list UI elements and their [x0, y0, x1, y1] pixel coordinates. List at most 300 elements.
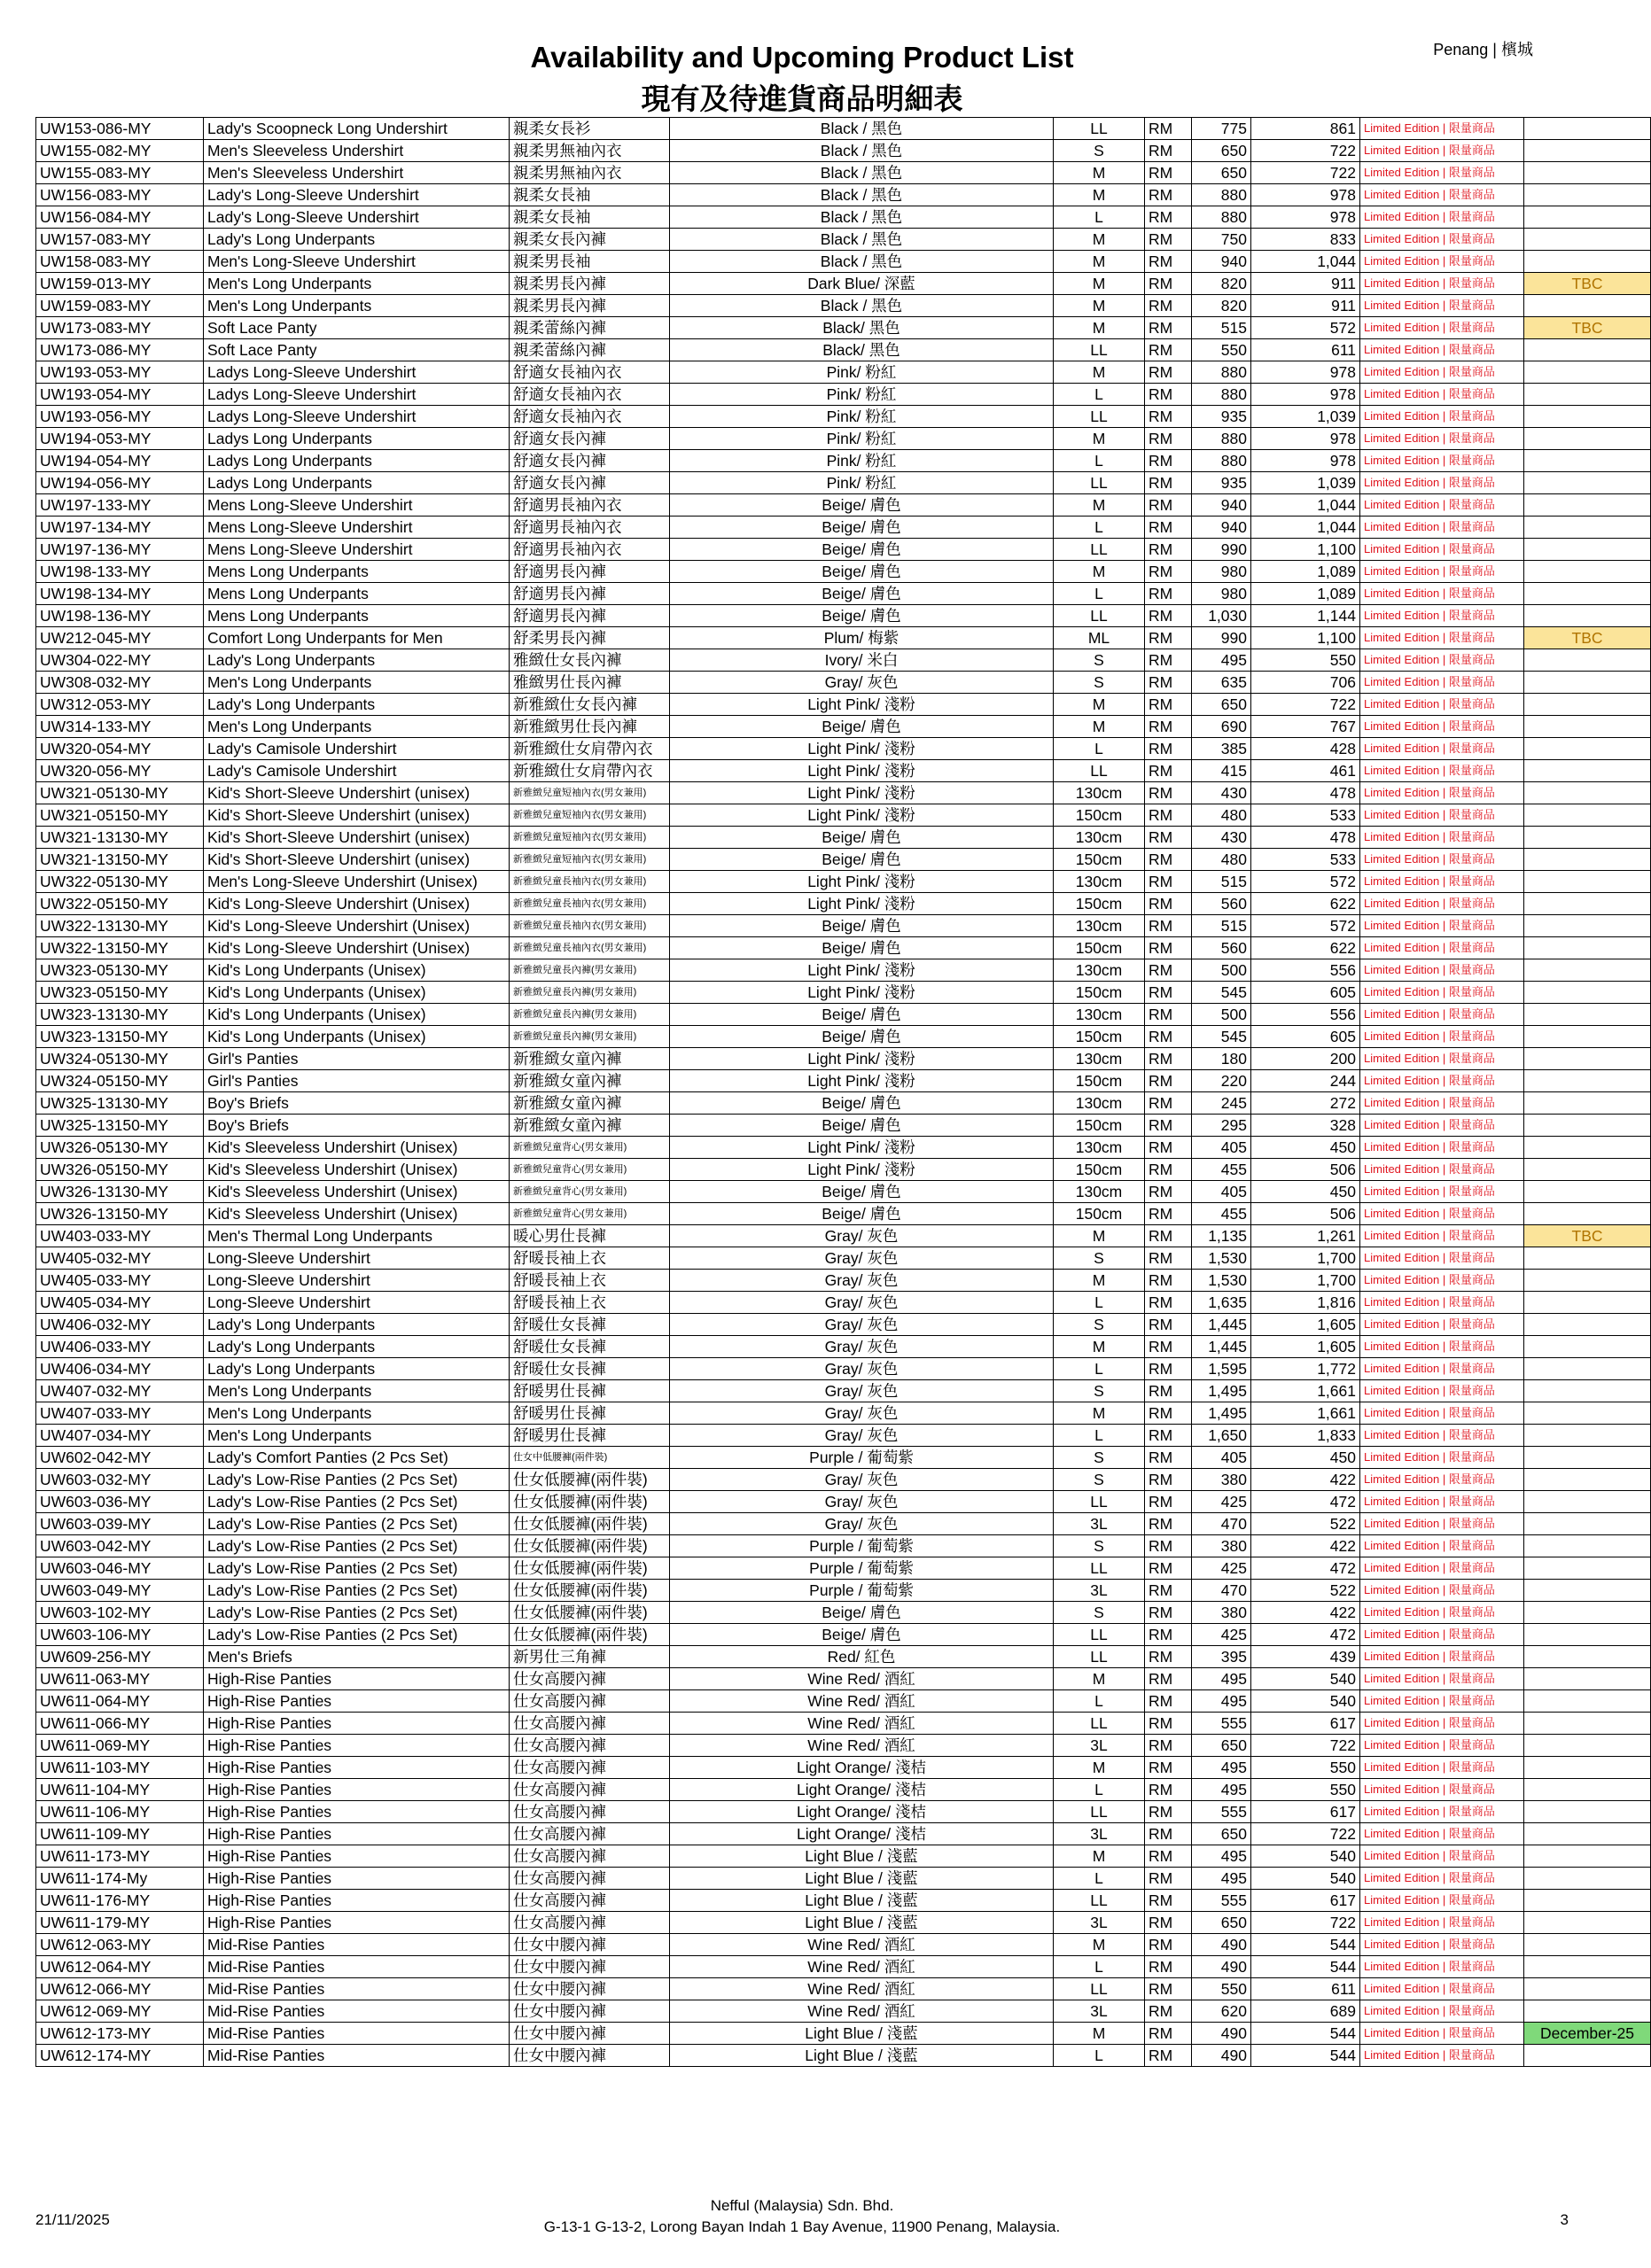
- product-code: UW611-176-MY: [36, 1890, 204, 1912]
- status-badge: Limited Edition | 限量商品: [1360, 1912, 1524, 1934]
- currency-cell: RM: [1145, 1757, 1192, 1779]
- product-color: Wine Red/ 酒紅: [670, 1978, 1054, 2000]
- availability-note: December-25: [1524, 2023, 1651, 2045]
- status-badge: Limited Edition | 限量商品: [1360, 1447, 1524, 1469]
- availability-note: [1524, 893, 1651, 915]
- product-name-zh: 舒暖男仕長褲: [510, 1425, 670, 1447]
- status-badge: Limited Edition | 限量商品: [1360, 517, 1524, 539]
- availability-note: [1524, 206, 1651, 229]
- price-member: 820: [1192, 273, 1251, 295]
- status-badge: Limited Edition | 限量商品: [1360, 1535, 1524, 1557]
- product-color: Light Pink/ 淺粉: [670, 982, 1054, 1004]
- page-title-en: Availability and Upcoming Product List: [530, 41, 1074, 74]
- product-name-zh: 舒適男長袖內衣: [510, 494, 670, 517]
- table-row: [36, 760, 1651, 782]
- product-code: UW321-13130-MY: [36, 827, 204, 849]
- product-name-en: Kid's Long-Sleeve Undershirt (Unisex): [204, 893, 510, 915]
- product-name-zh: 新雅緻兒童長袖內衣(男女兼用): [510, 871, 670, 893]
- currency-cell: RM: [1145, 827, 1192, 849]
- product-name-zh: 親柔女長袖: [510, 206, 670, 229]
- price-retail: 422: [1251, 1469, 1360, 1491]
- product-name-en: Ladys Long Underpants: [204, 472, 510, 494]
- product-color: Wine Red/ 酒紅: [670, 1735, 1054, 1757]
- status-badge: Limited Edition | 限量商品: [1360, 2023, 1524, 2045]
- product-size: LL: [1054, 118, 1145, 140]
- price-retail: 522: [1251, 1580, 1360, 1602]
- price-member: 620: [1192, 2000, 1251, 2023]
- product-code: UW194-054-MY: [36, 450, 204, 472]
- product-name-zh: 親柔蕾絲內褲: [510, 339, 670, 361]
- product-name-zh: 新雅緻兒童短袖內衣(男女兼用): [510, 849, 670, 871]
- price-member: 470: [1192, 1580, 1251, 1602]
- status-badge: Limited Edition | 限量商品: [1360, 1823, 1524, 1845]
- currency-cell: RM: [1145, 893, 1192, 915]
- table-row: [36, 1978, 1651, 2000]
- price-member: 495: [1192, 1845, 1251, 1868]
- product-code: UW611-066-MY: [36, 1713, 204, 1735]
- availability-note: [1524, 517, 1651, 539]
- currency-cell: RM: [1145, 2045, 1192, 2067]
- status-badge: Limited Edition | 限量商品: [1360, 1690, 1524, 1713]
- product-size: M: [1054, 361, 1145, 384]
- price-member: 1,030: [1192, 605, 1251, 627]
- product-size: L: [1054, 583, 1145, 605]
- product-name-en: Kid's Long-Sleeve Undershirt (Unisex): [204, 937, 510, 959]
- status-badge: Limited Edition | 限量商品: [1360, 2000, 1524, 2023]
- status-badge: Limited Edition | 限量商品: [1360, 317, 1524, 339]
- product-size: LL: [1054, 472, 1145, 494]
- availability-note: [1524, 1624, 1651, 1646]
- availability-note: [1524, 450, 1651, 472]
- product-name-zh: 仕女高腰內褲: [510, 1757, 670, 1779]
- status-badge: Limited Edition | 限量商品: [1360, 1934, 1524, 1956]
- price-retail: 572: [1251, 871, 1360, 893]
- product-name-en: Girl's Panties: [204, 1048, 510, 1070]
- availability-note: [1524, 1469, 1651, 1491]
- price-member: 560: [1192, 893, 1251, 915]
- currency-cell: RM: [1145, 2000, 1192, 2023]
- table-row: [36, 1801, 1651, 1823]
- price-member: 980: [1192, 583, 1251, 605]
- product-color: Beige/ 膚色: [670, 1004, 1054, 1026]
- product-color: Black / 黑色: [670, 140, 1054, 162]
- table-row: [36, 561, 1651, 583]
- product-name-en: Kid's Long-Sleeve Undershirt (Unisex): [204, 915, 510, 937]
- status-badge: Limited Edition | 限量商品: [1360, 1181, 1524, 1203]
- table-row: [36, 716, 1651, 738]
- price-retail: 722: [1251, 140, 1360, 162]
- currency-cell: RM: [1145, 716, 1192, 738]
- status-badge: Limited Edition | 限量商品: [1360, 295, 1524, 317]
- price-member: 550: [1192, 1978, 1251, 2000]
- product-size: LL: [1054, 1557, 1145, 1580]
- status-badge: Limited Edition | 限量商品: [1360, 539, 1524, 561]
- product-name-en: Ladys Long-Sleeve Undershirt: [204, 361, 510, 384]
- currency-cell: RM: [1145, 1602, 1192, 1624]
- price-member: 515: [1192, 915, 1251, 937]
- product-name-zh: 親柔男無袖內衣: [510, 162, 670, 184]
- price-member: 495: [1192, 1668, 1251, 1690]
- product-name-zh: 親柔男長內褲: [510, 295, 670, 317]
- price-member: 690: [1192, 716, 1251, 738]
- currency-cell: RM: [1145, 1646, 1192, 1668]
- currency-cell: RM: [1145, 295, 1192, 317]
- product-name-zh: 仕女中腰內褲: [510, 1934, 670, 1956]
- table-row: [36, 1602, 1651, 1624]
- currency-cell: RM: [1145, 1247, 1192, 1270]
- product-code: UW611-104-MY: [36, 1779, 204, 1801]
- availability-note: [1524, 1557, 1651, 1580]
- product-size: M: [1054, 494, 1145, 517]
- availability-note: [1524, 428, 1651, 450]
- product-name-en: Long-Sleeve Undershirt: [204, 1247, 510, 1270]
- currency-cell: RM: [1145, 472, 1192, 494]
- product-name-en: Kid's Long Underpants (Unisex): [204, 982, 510, 1004]
- product-code: UW611-106-MY: [36, 1801, 204, 1823]
- price-member: 245: [1192, 1092, 1251, 1115]
- availability-note: [1524, 1757, 1651, 1779]
- product-color: Light Orange/ 淺桔: [670, 1757, 1054, 1779]
- status-badge: Limited Edition | 限量商品: [1360, 782, 1524, 804]
- status-badge: Limited Edition | 限量商品: [1360, 849, 1524, 871]
- product-name-zh: 仕女高腰內褲: [510, 1868, 670, 1890]
- price-retail: 1,833: [1251, 1425, 1360, 1447]
- table-row: [36, 251, 1651, 273]
- price-member: 380: [1192, 1469, 1251, 1491]
- product-size: 3L: [1054, 2000, 1145, 2023]
- product-size: M: [1054, 561, 1145, 583]
- product-name-zh: 新雅緻兒童短袖內衣(男女兼用): [510, 827, 670, 849]
- price-retail: 617: [1251, 1801, 1360, 1823]
- product-code: UW158-083-MY: [36, 251, 204, 273]
- currency-cell: RM: [1145, 361, 1192, 384]
- price-member: 650: [1192, 694, 1251, 716]
- product-size: S: [1054, 1247, 1145, 1270]
- product-code: UW156-083-MY: [36, 184, 204, 206]
- currency-cell: RM: [1145, 1469, 1192, 1491]
- table-row: [36, 1912, 1651, 1934]
- currency-cell: RM: [1145, 140, 1192, 162]
- table-row: [36, 1092, 1651, 1115]
- availability-note: [1524, 1092, 1651, 1115]
- table-row: [36, 1956, 1651, 1978]
- product-size: L: [1054, 384, 1145, 406]
- product-name-zh: 仕女低腰褲(兩件裝): [510, 1491, 670, 1513]
- product-name-zh: 親柔蕾絲內褲: [510, 317, 670, 339]
- availability-note: [1524, 1646, 1651, 1668]
- table-row: [36, 672, 1651, 694]
- table-row: [36, 273, 1651, 295]
- availability-note: [1524, 162, 1651, 184]
- availability-note: [1524, 915, 1651, 937]
- product-name-zh: 舒柔男長內褲: [510, 627, 670, 649]
- price-retail: 533: [1251, 804, 1360, 827]
- product-code: UW323-05150-MY: [36, 982, 204, 1004]
- product-size: M: [1054, 716, 1145, 738]
- product-size: 130cm: [1054, 1004, 1145, 1026]
- availability-note: [1524, 760, 1651, 782]
- product-color: Black / 黑色: [670, 118, 1054, 140]
- table-row: [36, 827, 1651, 849]
- currency-cell: RM: [1145, 1092, 1192, 1115]
- product-color: Pink/ 粉紅: [670, 428, 1054, 450]
- table-row: [36, 1004, 1651, 1026]
- product-code: UW609-256-MY: [36, 1646, 204, 1668]
- table-row: [36, 1757, 1651, 1779]
- product-size: 130cm: [1054, 782, 1145, 804]
- product-color: Light Orange/ 淺桔: [670, 1823, 1054, 1845]
- currency-cell: RM: [1145, 583, 1192, 605]
- availability-note: [1524, 1513, 1651, 1535]
- currency-cell: RM: [1145, 694, 1192, 716]
- product-color: Light Orange/ 淺桔: [670, 1779, 1054, 1801]
- price-member: 380: [1192, 1602, 1251, 1624]
- table-row: [36, 1491, 1651, 1513]
- status-badge: Limited Edition | 限量商品: [1360, 1203, 1524, 1225]
- product-name-zh: 舒適女長內褲: [510, 450, 670, 472]
- product-name-zh: 仕女低腰褲(兩件裝): [510, 1469, 670, 1491]
- product-name-en: Mens Long Underpants: [204, 605, 510, 627]
- product-color: Beige/ 膚色: [670, 1624, 1054, 1646]
- currency-cell: RM: [1145, 1624, 1192, 1646]
- price-retail: 1,661: [1251, 1380, 1360, 1402]
- product-code: UW611-069-MY: [36, 1735, 204, 1757]
- product-code: UW611-103-MY: [36, 1757, 204, 1779]
- availability-note: TBC: [1524, 1225, 1651, 1247]
- price-retail: 1,144: [1251, 605, 1360, 627]
- product-name-zh: 舒暖仕女長褲: [510, 1336, 670, 1358]
- product-color: Light Blue / 淺藍: [670, 2023, 1054, 2045]
- availability-note: [1524, 1402, 1651, 1425]
- product-color: Beige/ 膚色: [670, 1026, 1054, 1048]
- product-name-en: Lady's Low-Rise Panties (2 Pcs Set): [204, 1602, 510, 1624]
- status-badge: Limited Edition | 限量商品: [1360, 1557, 1524, 1580]
- table-row: [36, 1646, 1651, 1668]
- product-name-en: High-Rise Panties: [204, 1890, 510, 1912]
- product-color: Light Pink/ 淺粉: [670, 871, 1054, 893]
- product-size: L: [1054, 1868, 1145, 1890]
- price-member: 515: [1192, 317, 1251, 339]
- availability-note: [1524, 672, 1651, 694]
- product-name-en: Mens Long Underpants: [204, 583, 510, 605]
- product-code: UW212-045-MY: [36, 627, 204, 649]
- price-member: 880: [1192, 184, 1251, 206]
- product-name-en: High-Rise Panties: [204, 1779, 510, 1801]
- product-color: Light Pink/ 淺粉: [670, 782, 1054, 804]
- product-name-zh: 仕女高腰內褲: [510, 1890, 670, 1912]
- price-retail: 1,816: [1251, 1292, 1360, 1314]
- product-name-en: Lady's Long-Sleeve Undershirt: [204, 206, 510, 229]
- availability-note: [1524, 1535, 1651, 1557]
- availability-note: [1524, 561, 1651, 583]
- product-size: S: [1054, 1535, 1145, 1557]
- currency-cell: RM: [1145, 1823, 1192, 1845]
- product-code: UW603-039-MY: [36, 1513, 204, 1535]
- product-color: Wine Red/ 酒紅: [670, 1690, 1054, 1713]
- product-code: UW405-032-MY: [36, 1247, 204, 1270]
- price-member: 545: [1192, 1026, 1251, 1048]
- currency-cell: RM: [1145, 959, 1192, 982]
- product-name-en: Lady's Long-Sleeve Undershirt: [204, 184, 510, 206]
- currency-cell: RM: [1145, 1447, 1192, 1469]
- table-row: [36, 1358, 1651, 1380]
- product-size: LL: [1054, 406, 1145, 428]
- table-row: [36, 959, 1651, 982]
- status-badge: Limited Edition | 限量商品: [1360, 1092, 1524, 1115]
- product-color: Gray/ 灰色: [670, 1292, 1054, 1314]
- product-color: Gray/ 灰色: [670, 1513, 1054, 1535]
- product-color: Gray/ 灰色: [670, 1336, 1054, 1358]
- product-name-en: High-Rise Panties: [204, 1845, 510, 1868]
- product-name-zh: 仕女中腰內褲: [510, 2023, 670, 2045]
- product-color: Black / 黑色: [670, 206, 1054, 229]
- product-name-zh: 仕女低腰褲(兩件裝): [510, 1602, 670, 1624]
- product-code: UW407-033-MY: [36, 1402, 204, 1425]
- product-name-en: Kid's Short-Sleeve Undershirt (unisex): [204, 827, 510, 849]
- product-color: Black / 黑色: [670, 295, 1054, 317]
- product-color: Purple / 葡萄紫: [670, 1557, 1054, 1580]
- product-code: UW198-133-MY: [36, 561, 204, 583]
- product-size: M: [1054, 694, 1145, 716]
- status-badge: Limited Edition | 限量商品: [1360, 140, 1524, 162]
- table-row: [36, 1580, 1651, 1602]
- price-member: 395: [1192, 1646, 1251, 1668]
- product-color: Beige/ 膚色: [670, 539, 1054, 561]
- availability-note: [1524, 1491, 1651, 1513]
- product-code: UW612-174-MY: [36, 2045, 204, 2067]
- availability-note: [1524, 1314, 1651, 1336]
- product-name-en: Ladys Long-Sleeve Undershirt: [204, 384, 510, 406]
- product-name-zh: 雅緻仕女長內褲: [510, 649, 670, 672]
- price-member: 880: [1192, 450, 1251, 472]
- table-row: [36, 1713, 1651, 1735]
- product-name-zh: 親柔男無袖內衣: [510, 140, 670, 162]
- price-member: 495: [1192, 1690, 1251, 1713]
- price-member: 430: [1192, 827, 1251, 849]
- availability-note: [1524, 1336, 1651, 1358]
- product-code: UW312-053-MY: [36, 694, 204, 716]
- price-retail: 478: [1251, 827, 1360, 849]
- price-member: 490: [1192, 1934, 1251, 1956]
- status-badge: Limited Edition | 限量商品: [1360, 1358, 1524, 1380]
- table-row: [36, 1048, 1651, 1070]
- product-name-en: Mid-Rise Panties: [204, 1956, 510, 1978]
- product-name-en: Lady's Scoopneck Long Undershirt: [204, 118, 510, 140]
- status-badge: Limited Edition | 限量商品: [1360, 1115, 1524, 1137]
- product-code: UW611-063-MY: [36, 1668, 204, 1690]
- product-code: UW611-174-My: [36, 1868, 204, 1890]
- price-member: 455: [1192, 1159, 1251, 1181]
- currency-cell: RM: [1145, 1358, 1192, 1380]
- table-row: [36, 1402, 1651, 1425]
- product-color: Gray/ 灰色: [670, 1358, 1054, 1380]
- currency-cell: RM: [1145, 672, 1192, 694]
- currency-cell: RM: [1145, 229, 1192, 251]
- product-code: UW323-13150-MY: [36, 1026, 204, 1048]
- product-size: M: [1054, 317, 1145, 339]
- table-row: [36, 1735, 1651, 1757]
- product-name-zh: 仕女低腰褲(兩件裝): [510, 1580, 670, 1602]
- availability-note: [1524, 649, 1651, 672]
- product-color: Beige/ 膚色: [670, 605, 1054, 627]
- price-retail: 722: [1251, 1735, 1360, 1757]
- product-code: UW603-036-MY: [36, 1491, 204, 1513]
- status-badge: Limited Edition | 限量商品: [1360, 1469, 1524, 1491]
- currency-cell: RM: [1145, 937, 1192, 959]
- product-size: L: [1054, 1425, 1145, 1447]
- availability-note: [1524, 1868, 1651, 1890]
- price-retail: 472: [1251, 1557, 1360, 1580]
- product-name-zh: 舒暖仕女長褲: [510, 1358, 670, 1380]
- currency-cell: RM: [1145, 1690, 1192, 1713]
- price-member: 1,650: [1192, 1425, 1251, 1447]
- price-member: 495: [1192, 649, 1251, 672]
- table-row: [36, 694, 1651, 716]
- currency-cell: RM: [1145, 649, 1192, 672]
- product-name-en: Kid's Sleeveless Undershirt (Unisex): [204, 1159, 510, 1181]
- product-name-en: Mid-Rise Panties: [204, 2023, 510, 2045]
- status-badge: Limited Edition | 限量商品: [1360, 1668, 1524, 1690]
- product-code: UW153-086-MY: [36, 118, 204, 140]
- product-name-en: Men's Long Underpants: [204, 273, 510, 295]
- product-size: S: [1054, 140, 1145, 162]
- product-color: Light Orange/ 淺桔: [670, 1801, 1054, 1823]
- product-name-en: Mid-Rise Panties: [204, 1978, 510, 2000]
- product-color: Light Blue / 淺藍: [670, 1912, 1054, 1934]
- price-retail: 422: [1251, 1602, 1360, 1624]
- product-code: UW611-109-MY: [36, 1823, 204, 1845]
- availability-note: [1524, 716, 1651, 738]
- price-retail: 861: [1251, 118, 1360, 140]
- price-retail: 911: [1251, 273, 1360, 295]
- product-name-zh: 新雅緻女童內褲: [510, 1048, 670, 1070]
- product-name-zh: 新雅緻仕女肩帶內衣: [510, 738, 670, 760]
- product-color: Black / 黑色: [670, 229, 1054, 251]
- product-color: Light Pink/ 淺粉: [670, 804, 1054, 827]
- price-member: 220: [1192, 1070, 1251, 1092]
- status-badge: Limited Edition | 限量商品: [1360, 827, 1524, 849]
- product-color: Wine Red/ 酒紅: [670, 1934, 1054, 1956]
- product-size: 130cm: [1054, 1092, 1145, 1115]
- product-color: Black / 黑色: [670, 251, 1054, 273]
- currency-cell: RM: [1145, 1580, 1192, 1602]
- product-name-en: Lady's Long Underpants: [204, 229, 510, 251]
- product-name-en: Kid's Long Underpants (Unisex): [204, 1026, 510, 1048]
- product-name-en: Men's Long Underpants: [204, 295, 510, 317]
- product-size: ML: [1054, 627, 1145, 649]
- table-row: [36, 1868, 1651, 1890]
- table-row: [36, 1823, 1651, 1845]
- price-member: 490: [1192, 2023, 1251, 2045]
- price-retail: 722: [1251, 1823, 1360, 1845]
- product-code: UW197-134-MY: [36, 517, 204, 539]
- product-name-en: Lady's Low-Rise Panties (2 Pcs Set): [204, 1535, 510, 1557]
- price-retail: 328: [1251, 1115, 1360, 1137]
- product-code: UW197-136-MY: [36, 539, 204, 561]
- product-code: UW405-033-MY: [36, 1270, 204, 1292]
- product-code: UW320-054-MY: [36, 738, 204, 760]
- price-retail: 1,039: [1251, 472, 1360, 494]
- product-name-zh: 舒適女長袖內衣: [510, 406, 670, 428]
- currency-cell: RM: [1145, 1115, 1192, 1137]
- product-color: Light Pink/ 淺粉: [670, 694, 1054, 716]
- product-code: UW320-056-MY: [36, 760, 204, 782]
- product-name-zh: 仕女高腰內褲: [510, 1801, 670, 1823]
- product-color: Black/ 黑色: [670, 317, 1054, 339]
- product-code: UW321-05130-MY: [36, 782, 204, 804]
- product-name-zh: 親柔男長內褲: [510, 273, 670, 295]
- table-row: [36, 1137, 1651, 1159]
